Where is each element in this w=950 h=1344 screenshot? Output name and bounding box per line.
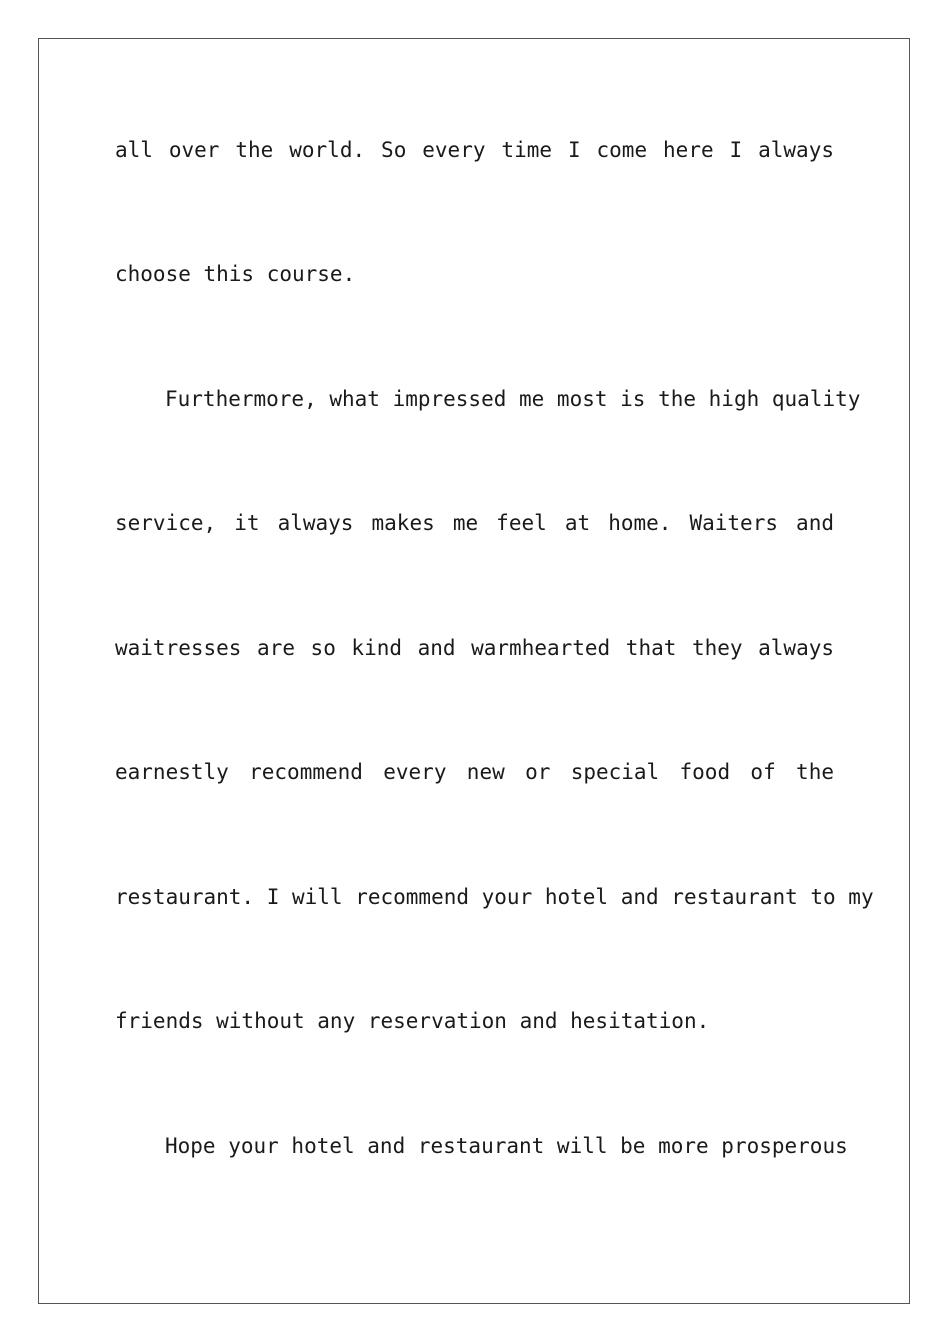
body-line: waitresses are so kind and warmhearted that they always (115, 636, 834, 660)
body-line: all over the world. So every time I come here I always (115, 138, 834, 162)
paragraph-start-line: Furthermore, what impressed me most is the high quality (165, 387, 861, 411)
paragraph-start-line: Hope your hotel and restaurant will be more prosperous (165, 1134, 848, 1158)
body-line: choose this course. (115, 262, 356, 286)
body-line: friends without any reservation and hesitation. (115, 1009, 710, 1033)
page-border (38, 38, 910, 1304)
body-line: restaurant. I will recommend your hotel and restaurant to my (115, 885, 874, 909)
body-line: service, it always makes me feel at home. Waiters and (115, 511, 834, 535)
body-line: earnestly recommend every new or special food of the (115, 760, 834, 784)
